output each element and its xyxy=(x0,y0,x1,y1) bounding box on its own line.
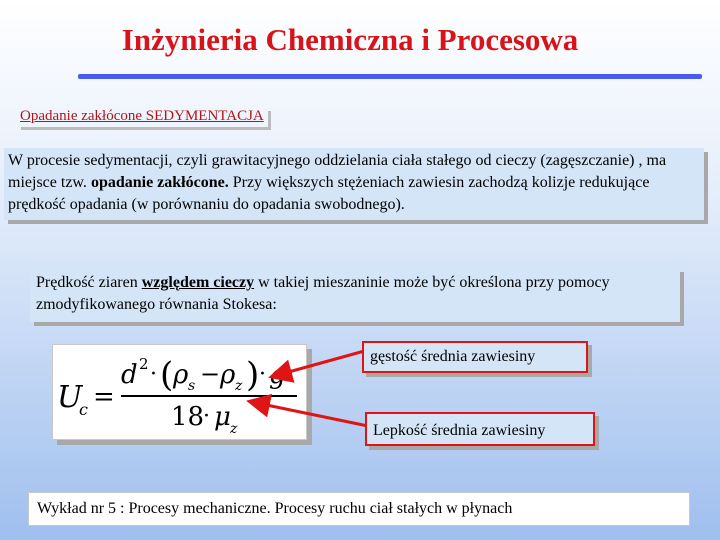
formula-d-exp: 2 xyxy=(139,355,149,373)
intro-text-2: Przy większych stężeniach zawiesin zachodzą kolizje redukujące prędkość opadania (w porównaniu do opadania swobodnego). xyxy=(8,174,650,213)
density-annotation: gęstość średnia zawiesiny xyxy=(362,341,588,373)
formula-mu: μ xyxy=(214,402,231,432)
viscosity-arrow xyxy=(252,402,368,426)
formula-dot-3: · xyxy=(203,404,210,429)
formula-rho-z: ρ xyxy=(220,360,236,390)
stokes-text-2: w takiej mieszaninie może być określona przy pomocy zmodyfikowanego równania Stokesa: xyxy=(36,274,610,313)
stokes-text-1: Prędkość ziaren xyxy=(36,274,142,291)
formula-mu-sub: z xyxy=(230,421,238,437)
formula-minus: − xyxy=(200,360,221,388)
formula-sub-s: s xyxy=(188,378,196,394)
formula-dot-1: · xyxy=(150,362,157,387)
section-subtitle: Opadanie zakłócone SEDYMENTACJA xyxy=(18,108,268,127)
intro-emphasis: opadanie zakłócone. xyxy=(90,174,229,191)
formula-lhs: U xyxy=(57,380,83,415)
formula-rparen: ) xyxy=(246,355,260,395)
formula-g: g xyxy=(269,360,286,390)
formula-equals: = xyxy=(93,382,115,412)
slide-title: Inżynieria Chemiczna i Procesowa xyxy=(121,22,579,57)
formula-lparen: ( xyxy=(160,355,174,395)
formula-lhs-sub: c xyxy=(79,400,88,419)
formula-d: d xyxy=(121,360,138,390)
formula-sub-z: z xyxy=(235,378,243,394)
density-arrow xyxy=(274,350,368,376)
intro-text-1: W procesie sedymentacji, czyli grawitacyjnego oddzielania ciała stałego od cieczy (zagęszczanie) , ma miejsce tzw. xyxy=(8,152,667,191)
lecture-footer: Wykład nr 5 : Procesy mechaniczne. Procesy ruchu ciał stałych w płynach xyxy=(28,492,690,526)
formula-18: 18 xyxy=(171,402,205,432)
viscosity-annotation: Lepkość średnia zawiesiny xyxy=(365,412,595,446)
formula-dot-2: · xyxy=(259,362,266,387)
formula-rho-s: ρ xyxy=(173,360,189,390)
stokes-emphasis: względem cieczy xyxy=(141,274,255,291)
